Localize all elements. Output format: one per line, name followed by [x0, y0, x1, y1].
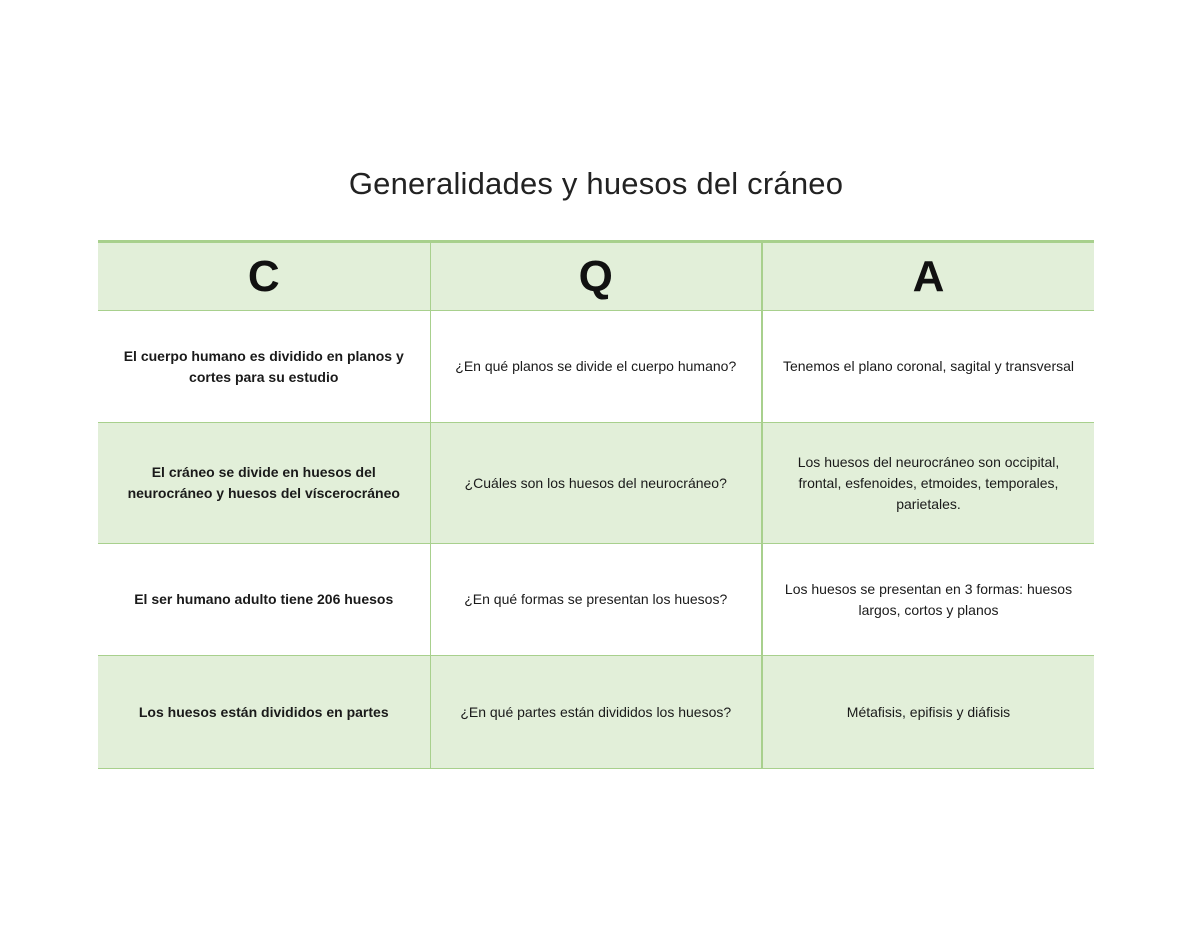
concept-cell: El cuerpo humano es dividido en planos y cortes para su estudio: [98, 311, 430, 423]
answer-cell: Tenemos el plano coronal, sagital y transversal: [762, 311, 1094, 423]
question-cell: ¿En qué planos se divide el cuerpo humano?: [430, 311, 762, 423]
table-header-row: [98, 242, 1094, 311]
answer-cell: Los huesos se presentan en 3 formas: huesos largos, cortos y planos: [762, 544, 1094, 656]
header-a: A: [762, 242, 1094, 311]
document-title: Generalidades y huesos del cráneo: [348, 166, 844, 201]
table-row: [98, 544, 1094, 656]
answer-cell: Métafisis, epifisis y diáfisis: [762, 656, 1094, 769]
table-row: [98, 656, 1094, 769]
header-q: Q: [430, 242, 762, 311]
header-c: C: [98, 242, 430, 311]
question-cell: ¿En qué formas se presentan los huesos?: [430, 544, 762, 656]
table-row: [98, 311, 1094, 423]
cqa-table: [98, 240, 1094, 769]
concept-cell: El ser humano adulto tiene 206 huesos: [98, 544, 430, 656]
question-cell: ¿Cuáles son los huesos del neurocráneo?: [430, 423, 762, 544]
concept-cell: El cráneo se divide en huesos del neurocráneo y huesos del víscerocráneo: [98, 423, 430, 544]
concept-cell: Los huesos están divididos en partes: [98, 656, 430, 769]
table-row: [98, 423, 1094, 544]
question-cell: ¿En qué partes están divididos los huesos?: [430, 656, 762, 769]
answer-cell: Los huesos del neurocráneo son occipital, frontal, esfenoides, etmoides, temporales, parietales.: [762, 423, 1094, 544]
